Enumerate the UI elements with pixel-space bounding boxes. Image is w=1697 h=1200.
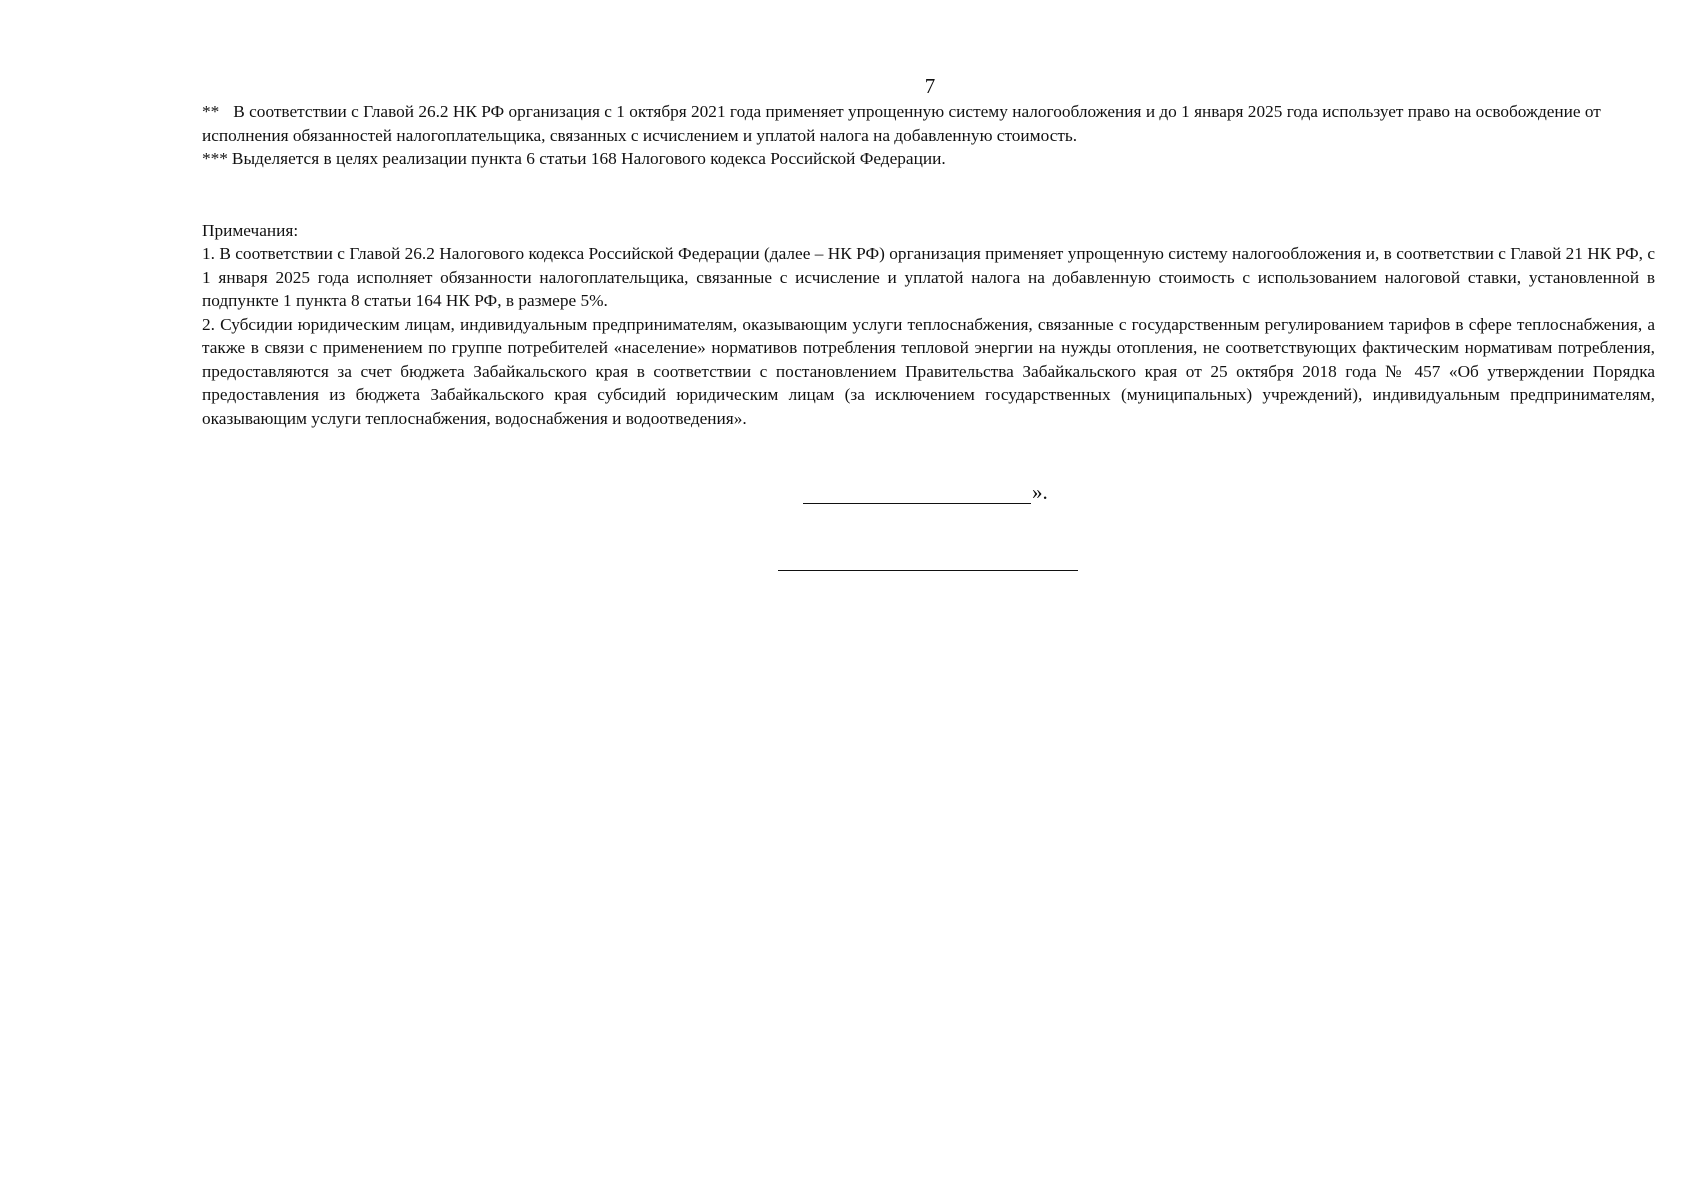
note-item-2: 2. Субсидии юридическим лицам, индивидуальным предпринимателям, оказывающим услуги теплоснабжения, связанные с государственным регулированием тарифов в сфере теплоснабжения, а также в связи с применением по группе потребителей «население» нормативов потребления тепловой энергии на нужды отопления, не соответствующих фактическим нормативам потребления, предоставляются за счет бюджета Забайкальского края в соответствии с постановлением Правительства Забайкальского края от 25 октября 2018 года № 457 «Об утверждении Порядка предоставления из бюджета Забайкальского края субсидий юридическим лицам (за исключением государственных (муниципальных) учреждений), индивидуальным предпринимателям, оказывающим услуги теплоснабжения, водоснабжения и водоотведения». <box>202 314 1655 428</box>
footnote-double-asterisk <box>202 100 1655 147</box>
end-rule-divider <box>778 570 1078 571</box>
note-item-1: 1. В соответствии с Главой 26.2 Налогового кодекса Российской Федерации (далее – НК РФ) организация применяет упрощенную систему налогообложения и, в соответствии с Главой 21 НК РФ, с 1 января 2025 года исполняет обязанности налогоплательщика, связанные с исчисление и уплатой налога на добавленную стоимость с использованием налоговой ставки, установленной в подпункте 1 пункта 8 статьи 164 НК РФ, в размере 5%. <box>202 244 1655 310</box>
footnote-text: Выделяется в целях реализации пункта 6 статьи 168 Налогового кодекса Российской Федерации. <box>231 149 946 168</box>
closing-quote-mark: ». <box>1032 480 1048 504</box>
document-body <box>202 100 1655 430</box>
footnote-mark: ** <box>202 102 220 121</box>
notes-section <box>202 219 1655 431</box>
footnote-text: В соответствии с Главой 26.2 НК РФ организация с 1 октября 2021 года применяет упрощенную систему налогообложения и до 1 января 2025 года использует право на освобождение от исполнения обязанностей налогоплательщика, связанных с исчислением и уплатой налога на добавленную стоимость. <box>202 102 1601 145</box>
notes-title: Примечания: <box>202 220 299 240</box>
closing-line <box>803 480 1048 504</box>
footnote-mark: *** <box>202 149 228 168</box>
page-number: 7 <box>924 74 936 98</box>
footnote-triple-asterisk <box>202 147 1655 171</box>
closing-underline <box>803 483 1031 504</box>
